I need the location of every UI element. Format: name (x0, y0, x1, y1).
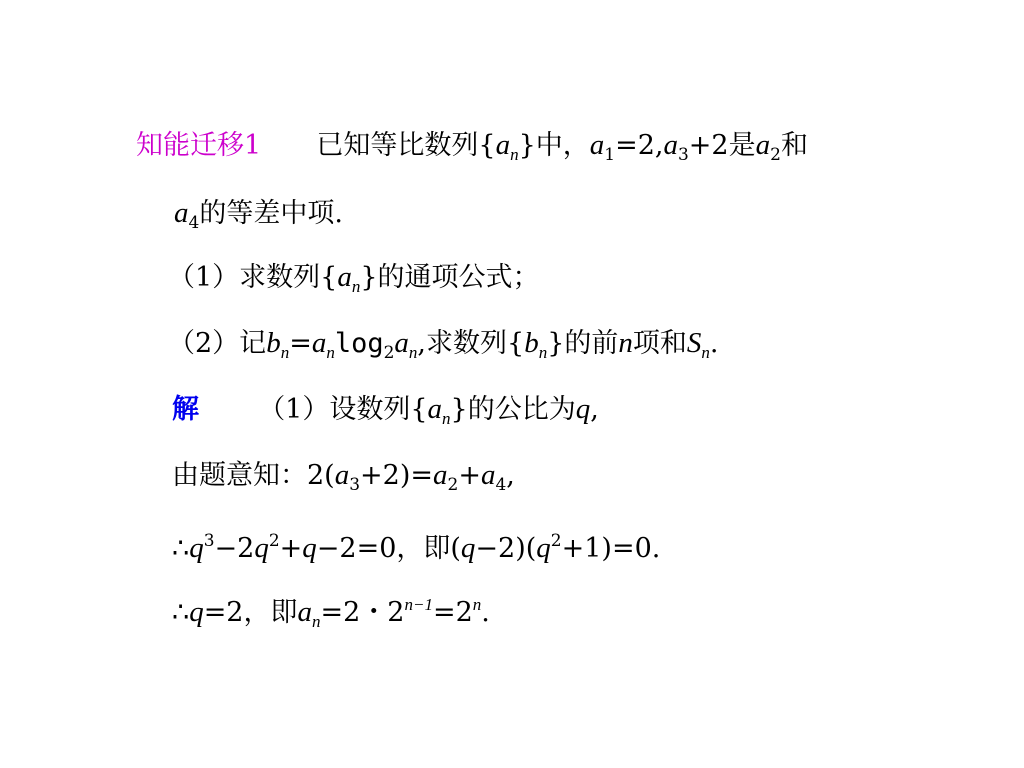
therefore-symbol: ∴ (172, 533, 190, 564)
solution-line-1: 解 （1）设数列$\{a_n\}$的公比为q, (172, 393, 599, 428)
solution-label: 解 (172, 394, 199, 425)
solution-line-2: 由题意知：$2(a_3+2)=a_2+a_4$, (172, 459, 515, 495)
problem-intro: 已知等比数列{ (316, 130, 496, 161)
part-2-question: （2）记$b_n=a_n\log_2a_n$,求数列$\{b_n\}$的前n项和$S_n$. (168, 327, 719, 363)
part-1-question: （1）求数列$\{a_n\}$的通项公式； (168, 261, 540, 296)
therefore-symbol: ∴ (172, 597, 190, 628)
exercise-label: 知能迁移1 (136, 130, 262, 161)
problem-line-1: 知能迁移1 已知等比数列$\{a_n\}$中，$a_1=2,a_3+2$是$a_2$和 (136, 129, 808, 165)
problem-line-2: $a_4$的等差中项. (174, 197, 343, 233)
solution-line-3: $\therefore q^3-2q^2+q-2=0$，即$(q-2)(q^2+1)=0$. (172, 531, 661, 564)
solution-line-4: ∴q=2，即$a_n=2$・$2^{n-1}=2^n$. (172, 595, 490, 631)
